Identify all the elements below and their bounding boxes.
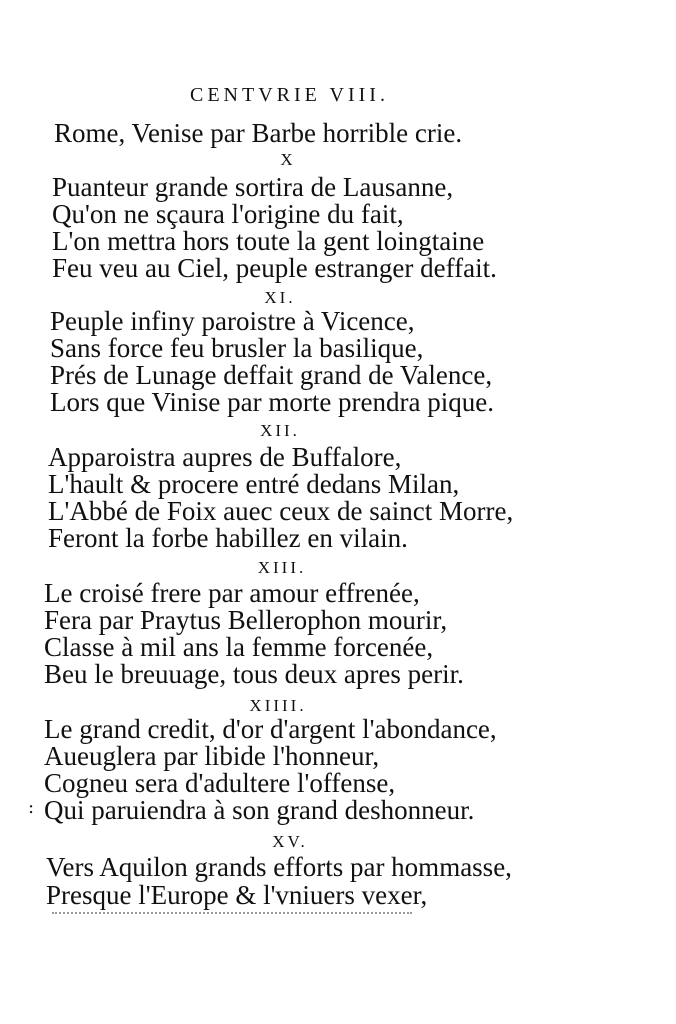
running-header: CENTVRIE VIII. — [190, 84, 389, 106]
verse-line: Qu'on ne sçaura l'origine du fait, — [52, 199, 404, 229]
verse-line: Sans force feu brusler la basilique, — [50, 333, 424, 363]
verse-line: Rome, Venise par Barbe horrible crie. — [54, 118, 463, 148]
verse-line: L'Abbé de Foix auec ceux de sainct Morre, — [48, 496, 514, 526]
quatrain-number: XV. — [272, 832, 308, 851]
verse-line: Le grand credit, d'or d'argent l'abondance, — [44, 714, 497, 744]
verse-line: Apparoistra aupres de Buffalore, — [48, 442, 402, 472]
verse-line: Feront la forbe habillez en vilain. — [48, 523, 408, 553]
verse-line: Aueuglera par libide l'honneur, — [44, 741, 380, 771]
verse-line: Cogneu sera d'adultere l'offense, — [44, 768, 396, 798]
quatrain-number: XIIII. — [249, 696, 307, 715]
quatrain-number: X — [280, 150, 296, 169]
verse-line: Peuple infiny paroistre à Vicence, — [50, 306, 415, 336]
verse-line: Puanteur grande sortira de Lausanne, — [52, 172, 454, 202]
verse-line: Classe à mil ans la femme forcenée, — [44, 632, 434, 662]
verse-line: Lors que Vinise par morte prendra pique. — [50, 387, 494, 417]
verse-line: Le croisé frere par amour effrenée, — [44, 578, 420, 608]
verse-line: L'hault & procere entré dedans Milan, — [48, 469, 460, 499]
margin-mark: : — [28, 797, 35, 818]
quatrain-number: XIII. — [257, 558, 307, 577]
verse-line: Qui paruiendra à son grand deshonneur. — [44, 795, 475, 825]
verse-line: L'on mettra hors toute la gent loingtaine — [52, 226, 485, 256]
quatrain-number: XII. — [260, 421, 300, 440]
verse-line: Fera par Praytus Bellerophon mourir, — [44, 605, 448, 635]
quatrain-number: XI. — [264, 288, 296, 307]
cut-off-line-fragment — [52, 912, 412, 918]
verse-line: Presque l'Europe & l'vniuers vexer, — [46, 880, 428, 910]
verse-line: Vers Aquilon grands efforts par hommasse, — [46, 852, 512, 882]
verse-line: Beu le breuuage, tous deux apres perir. — [44, 659, 464, 689]
verse-line: Feu veu au Ciel, peuple estranger deffait. — [52, 253, 497, 283]
verse-line: Prés de Lunage deffait grand de Valence, — [50, 360, 493, 390]
